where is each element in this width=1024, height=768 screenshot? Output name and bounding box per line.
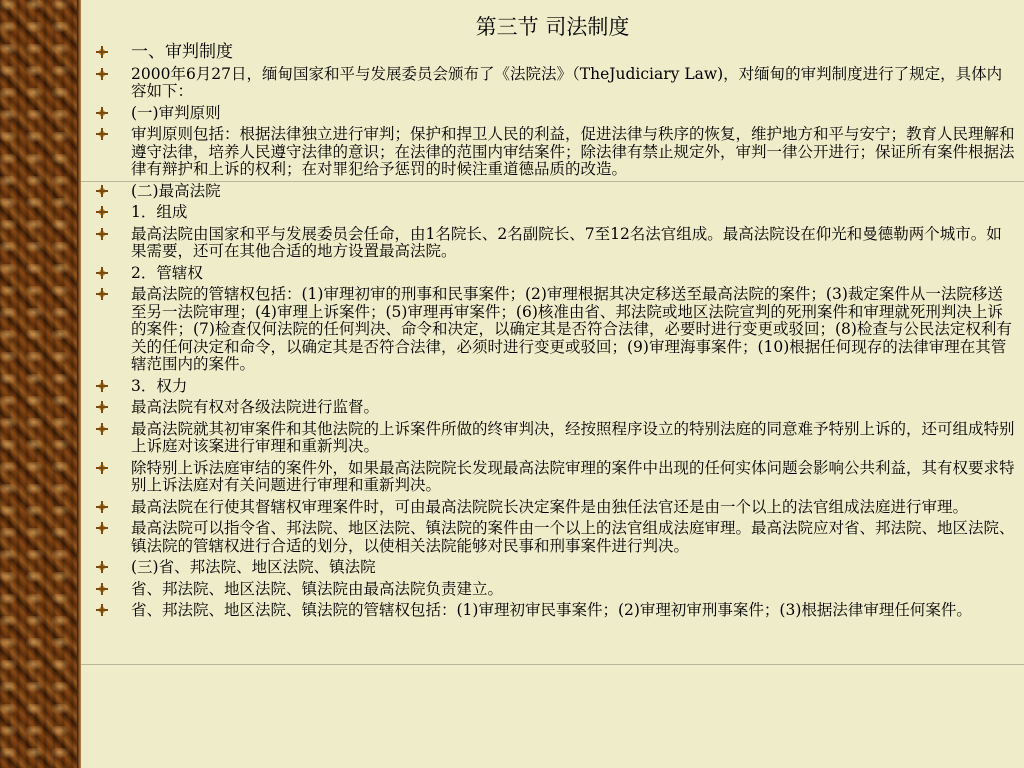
bullet-item [96, 226, 1016, 261]
bullet-icon [96, 46, 108, 58]
bullet-item [96, 286, 1016, 374]
bullet-text: 最高法院就其初审案件和其他法院的上诉案件所做的终审判决，经按照程序设立的特别法庭的同意难予特别上诉的，还可组成特别上诉庭对该案进行审理和重新判决。 [131, 419, 1015, 455]
bullet-text: 最高法院在行使其督辖权审理案件时，可由最高法院院长决定案件是由独任法官还是由一个以上的法官组成法庭进行审理。 [131, 497, 969, 516]
bullet-icon [96, 583, 108, 595]
bullet-text: 2．管辖权 [131, 263, 203, 282]
bullet-text: 省、邦法院、地区法院、镇法院的管辖权包括：(1)审理初审民事案件；(2)审理初审刑事案件；(3)根据法律审理任何案件。 [131, 601, 972, 619]
bullet-text: (二)最高法院 [131, 181, 221, 200]
bullet-icon [96, 561, 108, 573]
border-edge [77, 0, 81, 768]
bullet-text: (三)省、邦法院、地区法院、镇法院 [131, 558, 376, 576]
bullet-item [96, 204, 1016, 222]
slide-body [96, 44, 1016, 624]
bullet-item [96, 44, 1016, 62]
bullet-text: 2000年6月27日，缅甸国家和平与发展委员会颁布了《法院法》（TheJudiciary Law)，对缅甸的审判制度进行了规定，具体内容如下： [131, 64, 1003, 100]
bullet-item [96, 581, 1016, 599]
bullet-icon [96, 68, 108, 80]
bullet-icon [96, 228, 108, 240]
bullet-text: 审判原则包括：根据法律独立进行审判；保护和捍卫人民的利益，促进法律与秩序的恢复，维护地方和平与安宁；教育人民理解和遵守法律，培养人民遵守法律的意识；在法律的范围内审结案件；除法律有禁止规定外，审判一律公开进行；保证所有案件根据法律有辩护和上诉的权利；在对罪犯给予惩罚的时候注重道德品质的改造。 [131, 125, 1015, 178]
bullet-item [96, 602, 1016, 620]
bullet-text: 最高法院有权对各级法院进行监督。 [131, 398, 380, 416]
bullet-icon [96, 462, 108, 474]
bullet-item [96, 520, 1016, 555]
bullet-item [96, 499, 1016, 517]
bullet-item [96, 183, 1016, 201]
bullet-text: 1．组成 [131, 203, 188, 221]
bullet-text: 除特别上诉法庭审结的案件外，如果最高法院院长发现最高法院审理的案件中出现的任何实体问题会影响公共利益，其有权要求特别上诉法庭对有关问题进行审理和重新判决。 [131, 458, 1015, 494]
bullet-text: 3．权力 [131, 376, 188, 395]
bullet-item [96, 399, 1016, 417]
bullet-icon [96, 288, 108, 300]
bullet-text: (一)审判原则 [131, 103, 221, 122]
bullet-icon [96, 107, 108, 119]
bullet-icon [96, 401, 108, 413]
bullet-icon [96, 604, 108, 616]
bullet-item [96, 66, 1016, 101]
bullet-icon [96, 522, 108, 534]
bullet-icon [96, 267, 108, 279]
wood-border [0, 0, 77, 768]
bullet-item [96, 378, 1016, 396]
bullet-item [96, 421, 1016, 456]
bullet-icon [96, 501, 108, 513]
bullet-item [96, 126, 1016, 179]
bullet-item [96, 559, 1016, 577]
bullet-item [96, 460, 1016, 495]
bullet-item [96, 105, 1016, 123]
bullet-icon [96, 185, 108, 197]
bullet-text: 最高法院的管辖权包括：(1)审理初审的刑事和民事案件；(2)审理根据其决定移送至最高法院的案件；(3)裁定案件从一法院移送至另一法院审理；(4)审理上诉案件；(5)审理再审案件；(6)核准由省、邦法院或地区法院宣判的死刑案件和审理就死刑判决上诉的案件；(7)检查仅何法院的任何判决、命令和决定，以确定其是否符合法律，必要时进行变更或驳回；(8)检查与公民法定权利有关的任何决定和命令，以确定其是否符合法律，必须时进行变更或驳回；(9)审理海事案件；(10)根据任何现存的法律审理在其管辖范围内的案件。 [131, 285, 1012, 373]
bullet-text: 省、邦法院、地区法院、镇法院由最高法院负责建立。 [131, 579, 504, 598]
bullet-icon [96, 128, 108, 140]
bullet-text: 最高法院可以指令省、邦法院、地区法院、镇法院的案件由一个以上的法官组成法庭审理。最高法院应对省、邦法院、地区法院、镇法院的管辖权进行合适的划分，以使相关法院能够对民事和刑事案件进行判决。 [131, 519, 1015, 555]
bullet-text: 最高法院由国家和平与发展委员会任命，由1名院长、2名副院长、7至12名法官组成。最高法院设在仰光和曼德勒两个城市。如果需要，还可在其他合适的地方设置最高法院。 [131, 224, 1002, 260]
bullet-icon [96, 380, 108, 392]
bullet-icon [96, 206, 108, 218]
bullet-icon [96, 423, 108, 435]
bullet-item [96, 265, 1016, 283]
slide-title: 第三节 司法制度 [475, 15, 630, 39]
divider-line [81, 664, 1024, 665]
bullet-text: 一、审判制度 [131, 42, 233, 62]
